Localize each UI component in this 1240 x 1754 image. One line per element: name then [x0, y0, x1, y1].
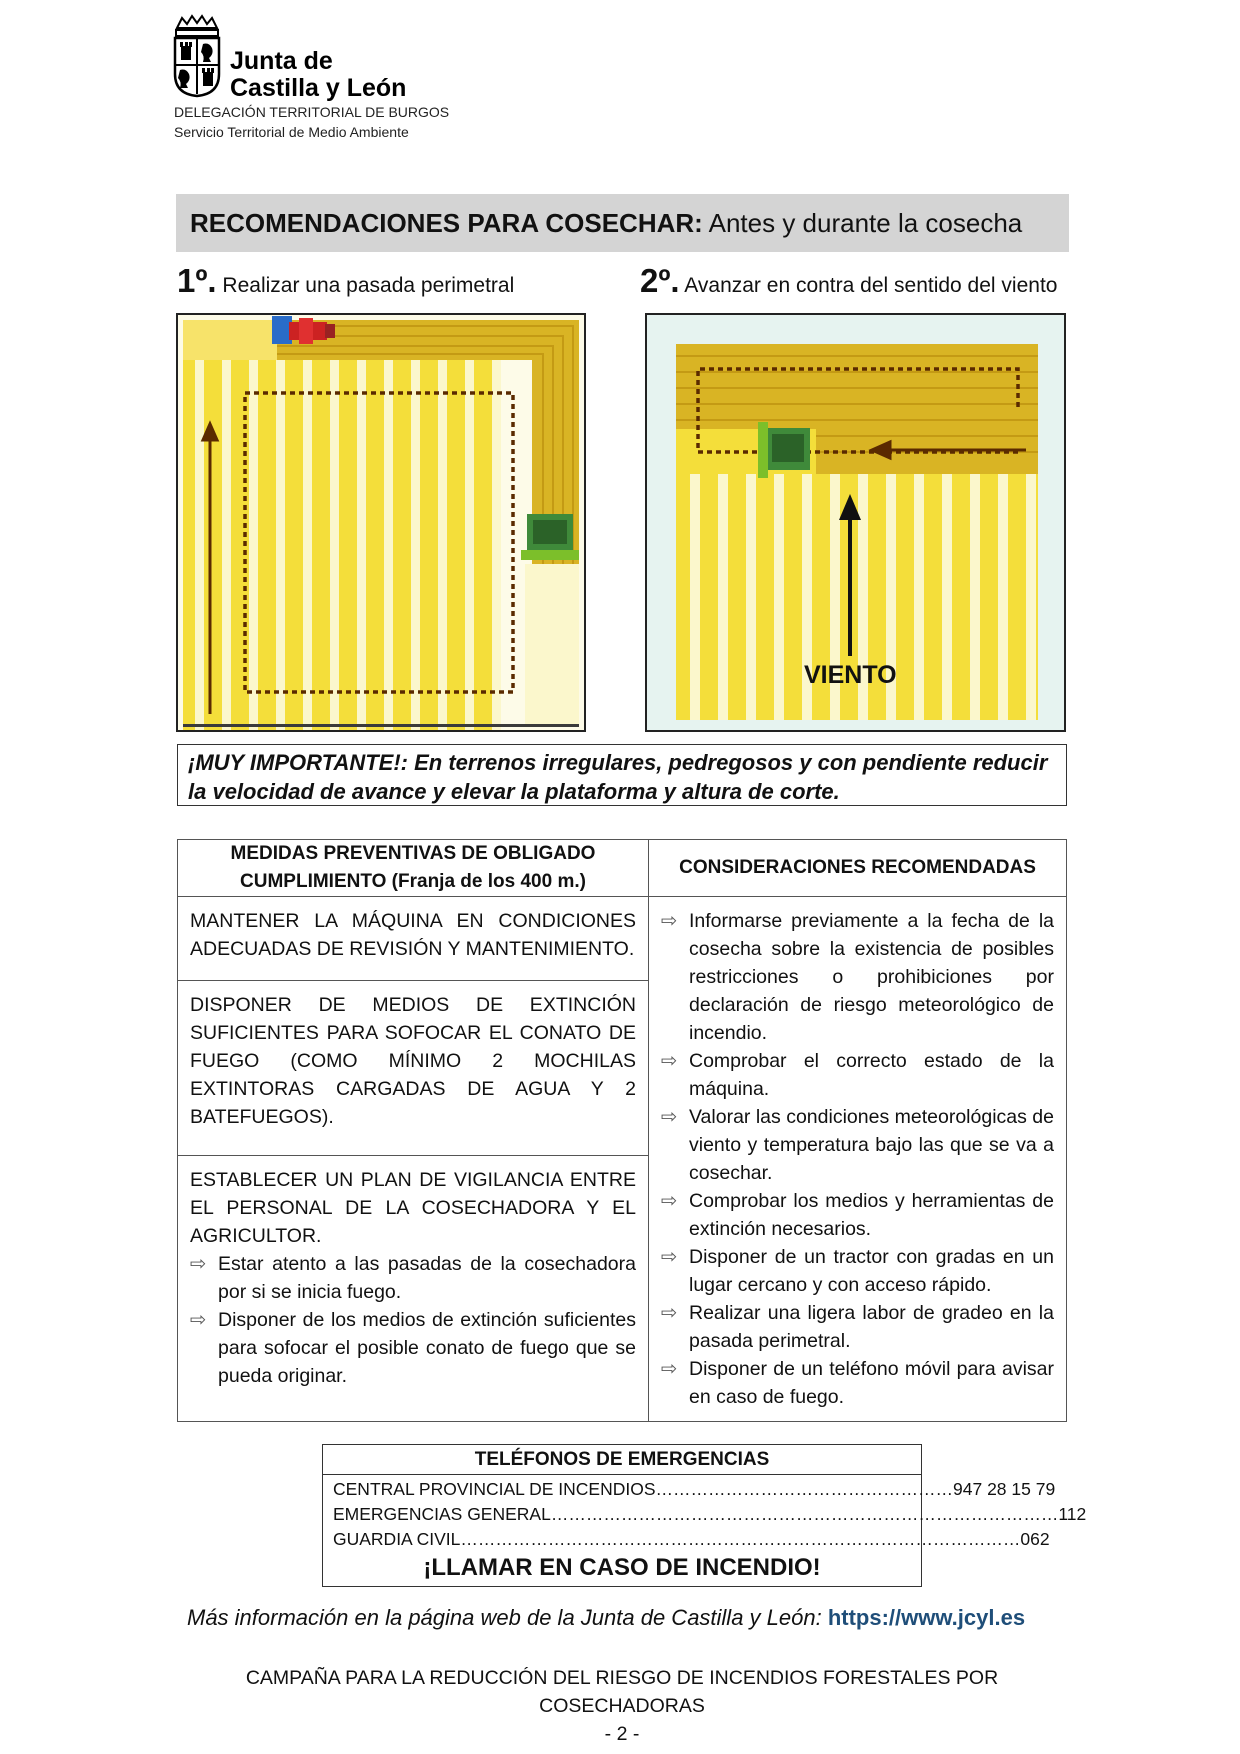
perimeter-pass-diagram [177, 314, 585, 731]
page-number: - 2 - [604, 1723, 640, 1745]
recommended-header: CONSIDERACIONES RECOMENDADAS [649, 840, 1067, 897]
list-item: ⇨ Disponer de un teléfono móvil para avisar en caso de fuego. [661, 1355, 1054, 1411]
phone-row: EMERGENCIAS GENERAL …………………………………………………………………………… 112 [333, 1504, 1087, 1524]
website-link[interactable]: https://www.jcyl.es [827, 1605, 1026, 1630]
measures-table [177, 839, 1067, 1422]
phone-row: GUARDIA CIVIL …………………………………………………………………………………… 062 [333, 1529, 1050, 1549]
phone-row: CENTRAL PROVINCIAL DE INCENDIOS …………………………………………… 947 28 15 79 [333, 1479, 1056, 1499]
title-bold: RECOMENDACIONES PARA COSECHAR: [190, 208, 703, 238]
delegation-text: DELEGACIÓN TERRITORIAL DE BURGOS [174, 104, 450, 120]
coat-of-arms-icon [172, 14, 222, 98]
harvester-green-icon [758, 422, 810, 478]
step-1-number: 1º. [177, 262, 217, 299]
surveillance-plan-text: ESTABLECER UN PLAN DE VIGILANCIA ENTRE EL PERSONAL DE LA COSECHADORA Y EL AGRICULTOR. [190, 1168, 636, 1247]
mandatory-cell-2: DISPONER DE MEDIOS DE EXTINCIÓN SUFICIENTES PARA SOFOCAR EL CONATO DE FUEGO (COMO MÍNIMO 2 MOCHILAS EXTINTORAS CARGADAS DE AGUA Y 2 BATEFUEGOS). [178, 980, 649, 1155]
arrow-right-icon: ⇨ [661, 1190, 678, 1212]
harvester-green-icon [521, 514, 579, 560]
phone-number: 062 [1020, 1529, 1050, 1549]
phone-number: 947 28 15 79 [953, 1479, 1056, 1499]
step-2-number: 2º. [640, 262, 680, 299]
arrow-right-icon: ⇨ [661, 910, 678, 932]
page-title [190, 208, 1022, 239]
step-2-label: Avanzar en contra del sentido del viento [684, 274, 1058, 297]
step-1-heading [177, 262, 514, 300]
more-info-text: Más información en la página web de la Junta de Castilla y León: [187, 1605, 822, 1630]
phone-number: 112 [1058, 1504, 1087, 1524]
arrow-right-icon: ⇨ [661, 1358, 678, 1380]
arrow-right-icon: ⇨ [190, 1252, 207, 1275]
list-item: ⇨ Informarse previamente a la fecha de la cosecha sobre la existencia de posibles restricciones o prohibiciones por declaración de riesgo meteorológico de incendio. [661, 907, 1054, 1047]
footer [177, 1664, 1067, 1748]
important-warning: ¡MUY IMPORTANTE!: En terrenos irregulares, pedregosos y con pendiente reducir la velocidad de avance y elevar la plataforma y altura de corte. [177, 744, 1067, 806]
arrow-right-icon: ⇨ [661, 1246, 678, 1268]
list-item: ⇨ Realizar una ligera labor de gradeo en la pasada perimetral. [661, 1299, 1054, 1355]
emergency-phones-box [322, 1444, 1087, 1587]
list-item: ⇨ Disponer de un tractor con gradas en un lugar cercano y con acceso rápido. [661, 1243, 1054, 1299]
phones-title: TELÉFONOS DE EMERGENCIAS [474, 1449, 770, 1470]
list-item: ⇨ Disponer de los medios de extinción suficientes para sofocar el posible conato de fuego que se pueda originar. [190, 1306, 636, 1390]
mandatory-cell-1: MANTENER LA MÁQUINA EN CONDICIONES ADECUADAS DE REVISIÓN Y MANTENIMIENTO. [178, 897, 649, 981]
service-text: Servicio Territorial de Medio Ambiente [174, 124, 409, 140]
step-2-heading [640, 262, 1057, 300]
section-title-bar [176, 194, 1069, 252]
more-info-line [187, 1605, 1067, 1631]
mandatory-cell-3 [178, 1155, 649, 1421]
wind-label: VIENTO [804, 661, 897, 689]
list-item: ⇨ Comprobar los medios y herramientas de extinción necesarios. [661, 1187, 1054, 1243]
arrow-right-icon: ⇨ [661, 1302, 678, 1324]
call-in-case-of-fire: ¡LLAMAR EN CASO DE INCENDIO! [423, 1554, 821, 1581]
arrow-right-icon: ⇨ [190, 1308, 207, 1331]
campaign-text: CAMPAÑA PARA LA REDUCCIÓN DEL RIESGO DE INCENDIOS FORESTALES POR COSECHADORAS [245, 1667, 999, 1717]
list-item: ⇨ Estar atento a las pasadas de la cosechadora por si se inicia fuego. [190, 1250, 636, 1306]
against-wind-diagram [646, 314, 1065, 731]
org-logo-text [230, 48, 406, 102]
org-name-line1: Junta de [230, 47, 333, 75]
mandatory-header: MEDIDAS PREVENTIVAS DE OBLIGADO CUMPLIMIENTO (Franja de los 400 m.) [178, 840, 649, 897]
arrow-right-icon: ⇨ [661, 1106, 678, 1128]
list-item: ⇨ Comprobar el correcto estado de la máquina. [661, 1047, 1054, 1103]
arrow-right-icon: ⇨ [661, 1050, 678, 1072]
title-rest: Antes y durante la cosecha [708, 208, 1023, 238]
recommended-list [649, 897, 1067, 1422]
stubble-strip [676, 344, 1038, 474]
list-item: ⇨ Valorar las condiciones meteorológicas de viento y temperatura bajo las que se va a cosechar. [661, 1103, 1054, 1187]
step-1-label: Realizar una pasada perimetral [222, 274, 515, 297]
org-name-line2: Castilla y León [230, 74, 407, 102]
